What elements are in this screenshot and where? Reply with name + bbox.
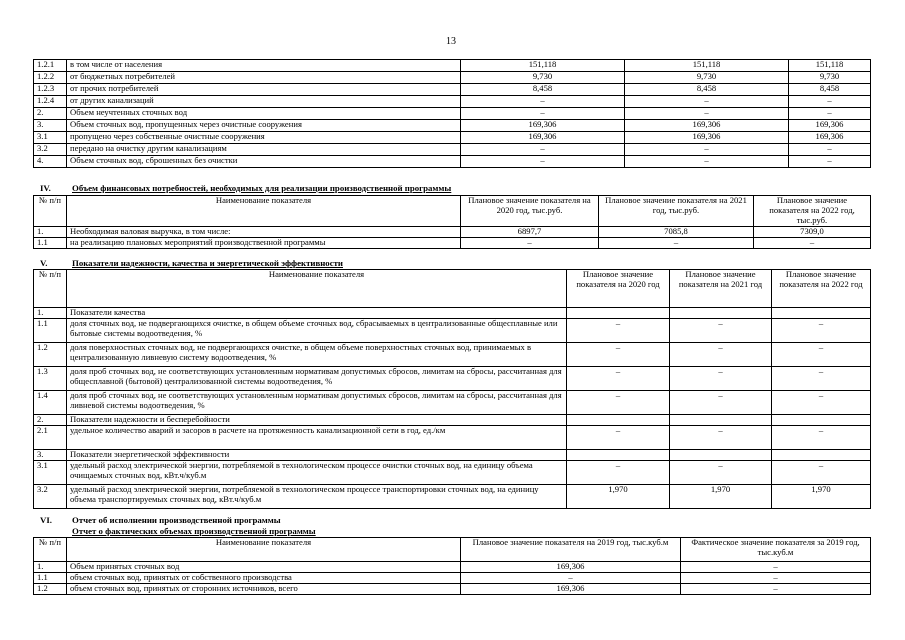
value-cell: 8,458 bbox=[789, 84, 871, 96]
row-number-cell: 1. bbox=[34, 308, 67, 319]
value-cell: – bbox=[681, 562, 871, 573]
table-row bbox=[34, 584, 871, 595]
indicator-name-cell: объем сточных вод, принятых от сторонних источников, всего bbox=[67, 584, 461, 595]
value-cell: – bbox=[681, 573, 871, 584]
header-2021: Плановое значение показателя на 2021 год, тыс.руб. bbox=[599, 196, 754, 227]
value-cell: – bbox=[772, 391, 871, 415]
value-cell: 6897,7 bbox=[461, 226, 599, 237]
indicator-name-cell: от других канализаций bbox=[67, 96, 461, 108]
row-number-cell: 3.2 bbox=[34, 144, 67, 156]
indicator-name-cell: удельный расход электрической энергии, потребляемой в технологическом процессе очистки сточных вод, на единицу объема очищаемых сточных вод, кВт.ч/куб.м bbox=[67, 461, 567, 485]
value-cell: – bbox=[772, 426, 871, 450]
section-6-heading: VI. Отчет об исполнении производственной программы bbox=[40, 515, 281, 525]
table-row bbox=[34, 573, 871, 584]
indicator-name-cell: Показатели энергетической эффективности bbox=[67, 450, 567, 461]
row-number-cell: 3. bbox=[34, 450, 67, 461]
finance-table bbox=[33, 195, 871, 249]
header-num: № п/п bbox=[34, 270, 67, 308]
value-cell: – bbox=[789, 108, 871, 120]
table-row bbox=[34, 84, 871, 96]
table-row bbox=[34, 391, 871, 415]
indicator-name-cell: Объем неучтенных сточных вод bbox=[67, 108, 461, 120]
table-row bbox=[34, 120, 871, 132]
value-cell: 169,306 bbox=[625, 132, 789, 144]
row-number-cell: 1. bbox=[34, 226, 67, 237]
value-cell: 169,306 bbox=[789, 120, 871, 132]
value-cell: 169,306 bbox=[789, 132, 871, 144]
value-cell: – bbox=[461, 156, 625, 168]
header-name: Наименование показателя bbox=[67, 538, 461, 562]
row-number-cell: 1.1 bbox=[34, 573, 67, 584]
row-number-cell: 2. bbox=[34, 415, 67, 426]
value-cell: – bbox=[625, 96, 789, 108]
value-cell: 1,970 bbox=[567, 485, 670, 509]
table-row bbox=[34, 562, 871, 573]
indicator-name-cell: объем сточных вод, принятых от собственного производства bbox=[67, 573, 461, 584]
indicator-name-cell: Объем принятых сточных вод bbox=[67, 562, 461, 573]
indicator-name-cell: передано на очистку другим канализациям bbox=[67, 144, 461, 156]
value-cell: – bbox=[772, 343, 871, 367]
table-row bbox=[34, 308, 871, 319]
row-number-cell: 3.1 bbox=[34, 461, 67, 485]
table-row bbox=[34, 367, 871, 391]
value-cell: – bbox=[681, 584, 871, 595]
header-2020: Плановое значение показателя на 2020 год bbox=[567, 270, 670, 308]
indicator-name-cell: на реализацию плановых мероприятий производственной программы bbox=[67, 237, 461, 248]
value-cell: – bbox=[567, 319, 670, 343]
row-number-cell: 1.2.1 bbox=[34, 60, 67, 72]
row-number-cell: 1.2 bbox=[34, 343, 67, 367]
row-number-cell: 3. bbox=[34, 120, 67, 132]
table-row bbox=[34, 415, 871, 426]
value-cell: – bbox=[567, 391, 670, 415]
value-cell: 151,118 bbox=[461, 60, 625, 72]
table-row bbox=[34, 60, 871, 72]
value-cell: 9,730 bbox=[625, 72, 789, 84]
value-cell: – bbox=[625, 156, 789, 168]
value-cell: 169,306 bbox=[461, 120, 625, 132]
value-cell bbox=[567, 415, 670, 426]
table-row bbox=[34, 156, 871, 168]
table-row bbox=[34, 426, 871, 450]
volume-table bbox=[33, 59, 871, 168]
value-cell: 7085,8 bbox=[599, 226, 754, 237]
reliability-table bbox=[33, 269, 871, 509]
header-2022: Плановое значение показателя на 2022 год bbox=[772, 270, 871, 308]
table-row bbox=[34, 72, 871, 84]
table-row bbox=[34, 108, 871, 120]
report-table bbox=[33, 537, 871, 595]
value-cell bbox=[670, 415, 772, 426]
header-2021: Плановое значение показателя на 2021 год bbox=[670, 270, 772, 308]
row-number-cell: 1.1 bbox=[34, 237, 67, 248]
value-cell: – bbox=[772, 367, 871, 391]
row-number-cell: 1.4 bbox=[34, 391, 67, 415]
value-cell bbox=[567, 450, 670, 461]
value-cell: 7309,0 bbox=[754, 226, 871, 237]
indicator-name-cell: Объем сточных вод, сброшенных без очистки bbox=[67, 156, 461, 168]
indicator-name-cell: доля поверхностных сточных вод, не подвергающихся очистке, в общем объеме поверхностных сточных вод, принимаемых в централизованную ливневую систему водоотведения, % bbox=[67, 343, 567, 367]
indicator-name-cell: пропущено через собственные очистные сооружения bbox=[67, 132, 461, 144]
value-cell: – bbox=[567, 426, 670, 450]
indicator-name-cell: в том числе от населения bbox=[67, 60, 461, 72]
table-row bbox=[34, 237, 871, 248]
value-cell: – bbox=[670, 319, 772, 343]
table-row bbox=[34, 450, 871, 461]
row-number-cell: 3.1 bbox=[34, 132, 67, 144]
header-num: № п/п bbox=[34, 538, 67, 562]
indicator-name-cell: доля сточных вод, не подвергающихся очистке, в общем объеме сточных вод, сбрасываемых в централизованные общесплавные или бытовые системы водоотведения, % bbox=[67, 319, 567, 343]
value-cell bbox=[772, 415, 871, 426]
table-row bbox=[34, 96, 871, 108]
value-cell: – bbox=[670, 343, 772, 367]
table-row bbox=[34, 343, 871, 367]
value-cell: – bbox=[670, 367, 772, 391]
value-cell bbox=[772, 450, 871, 461]
value-cell: – bbox=[789, 144, 871, 156]
page-number: 13 bbox=[446, 36, 456, 47]
value-cell: – bbox=[670, 461, 772, 485]
indicator-name-cell: Объем сточных вод, пропущенных через очистные сооружения bbox=[67, 120, 461, 132]
row-number-cell: 1.3 bbox=[34, 367, 67, 391]
indicator-name-cell: Показатели надежности и бесперебойности bbox=[67, 415, 567, 426]
value-cell: – bbox=[461, 144, 625, 156]
table-row bbox=[34, 226, 871, 237]
value-cell: – bbox=[567, 461, 670, 485]
value-cell: 1,970 bbox=[772, 485, 871, 509]
value-cell bbox=[772, 308, 871, 319]
value-cell: – bbox=[567, 343, 670, 367]
value-cell: – bbox=[461, 96, 625, 108]
value-cell: 169,306 bbox=[461, 132, 625, 144]
table-row bbox=[34, 485, 871, 509]
section-4-heading: IV. Объем финансовых потребностей, необходимых для реализации производственной программы bbox=[40, 183, 452, 193]
row-number-cell: 1.2.3 bbox=[34, 84, 67, 96]
row-number-cell: 3.2 bbox=[34, 485, 67, 509]
value-cell bbox=[567, 308, 670, 319]
value-cell: 151,118 bbox=[625, 60, 789, 72]
value-cell: – bbox=[772, 461, 871, 485]
indicator-name-cell: доля проб сточных вод, не соответствующих установленным нормативам допустимых сбросов, лимитам на сбросы, рассчитанная для общесплавной (бытовой) централизованной системы водоотведения, % bbox=[67, 367, 567, 391]
value-cell bbox=[670, 308, 772, 319]
header-2022: Плановое значение показателя на 2022 год, тыс.руб. bbox=[754, 196, 871, 227]
value-cell: – bbox=[670, 426, 772, 450]
table-row bbox=[34, 144, 871, 156]
value-cell: 8,458 bbox=[625, 84, 789, 96]
table-row bbox=[34, 132, 871, 144]
indicator-name-cell: доля проб сточных вод, не соответствующих установленным нормативам допустимых сбросов, лимитам на сбросы, рассчитанная для ливневой системы водоотведения, % bbox=[67, 391, 567, 415]
row-number-cell: 2.1 bbox=[34, 426, 67, 450]
value-cell: – bbox=[625, 144, 789, 156]
row-number-cell: 4. bbox=[34, 156, 67, 168]
value-cell: – bbox=[625, 108, 789, 120]
header-fact-2019: Фактическое значение показателя за 2019 год, тыс.куб.м bbox=[681, 538, 871, 562]
table-row bbox=[34, 319, 871, 343]
indicator-name-cell: от бюджетных потребителей bbox=[67, 72, 461, 84]
value-cell: 151,118 bbox=[789, 60, 871, 72]
value-cell: 9,730 bbox=[789, 72, 871, 84]
value-cell: – bbox=[789, 156, 871, 168]
header-name: Наименование показателя bbox=[67, 196, 461, 227]
value-cell: – bbox=[670, 391, 772, 415]
value-cell: – bbox=[789, 96, 871, 108]
value-cell bbox=[670, 450, 772, 461]
row-number-cell: 1. bbox=[34, 562, 67, 573]
indicator-name-cell: удельный расход электрической энергии, потребляемой в технологическом процессе транспортировки сточных вод, на единицу объема транспортируемых сточных вод, кВт.ч/куб.м bbox=[67, 485, 567, 509]
indicator-name-cell: от прочих потребителей bbox=[67, 84, 461, 96]
row-number-cell: 2. bbox=[34, 108, 67, 120]
indicator-name-cell: Необходимая валовая выручка, в том числе: bbox=[67, 226, 461, 237]
value-cell: – bbox=[772, 319, 871, 343]
header-2020: Плановое значение показателя на 2020 год, тыс.руб. bbox=[461, 196, 599, 227]
table-row bbox=[34, 461, 871, 485]
indicator-name-cell: удельное количество аварий и засоров в расчете на протяженность канализационной сети в год, ед./км bbox=[67, 426, 567, 450]
value-cell: 1,970 bbox=[670, 485, 772, 509]
value-cell: 169,306 bbox=[625, 120, 789, 132]
value-cell: 169,306 bbox=[461, 562, 681, 573]
value-cell: – bbox=[461, 237, 599, 248]
row-number-cell: 1.2.2 bbox=[34, 72, 67, 84]
section-5-heading: V. Показатели надежности, качества и энергетической эффективности bbox=[40, 258, 343, 268]
value-cell: 169,306 bbox=[461, 584, 681, 595]
value-cell: – bbox=[461, 573, 681, 584]
value-cell: – bbox=[567, 367, 670, 391]
row-number-cell: 1.1 bbox=[34, 319, 67, 343]
section-6-subtitle: Отчет о фактических объемах производственной программы bbox=[72, 526, 316, 536]
header-name: Наименование показателя bbox=[67, 270, 567, 308]
row-number-cell: 1.2.4 bbox=[34, 96, 67, 108]
row-number-cell: 1.2 bbox=[34, 584, 67, 595]
value-cell: – bbox=[461, 108, 625, 120]
header-plan-2019: Плановое значение показателя на 2019 год, тыс.куб.м bbox=[461, 538, 681, 562]
value-cell: – bbox=[599, 237, 754, 248]
value-cell: 8,458 bbox=[461, 84, 625, 96]
value-cell: – bbox=[754, 237, 871, 248]
header-num: № п/п bbox=[34, 196, 67, 227]
indicator-name-cell: Показатели качества bbox=[67, 308, 567, 319]
value-cell: 9,730 bbox=[461, 72, 625, 84]
